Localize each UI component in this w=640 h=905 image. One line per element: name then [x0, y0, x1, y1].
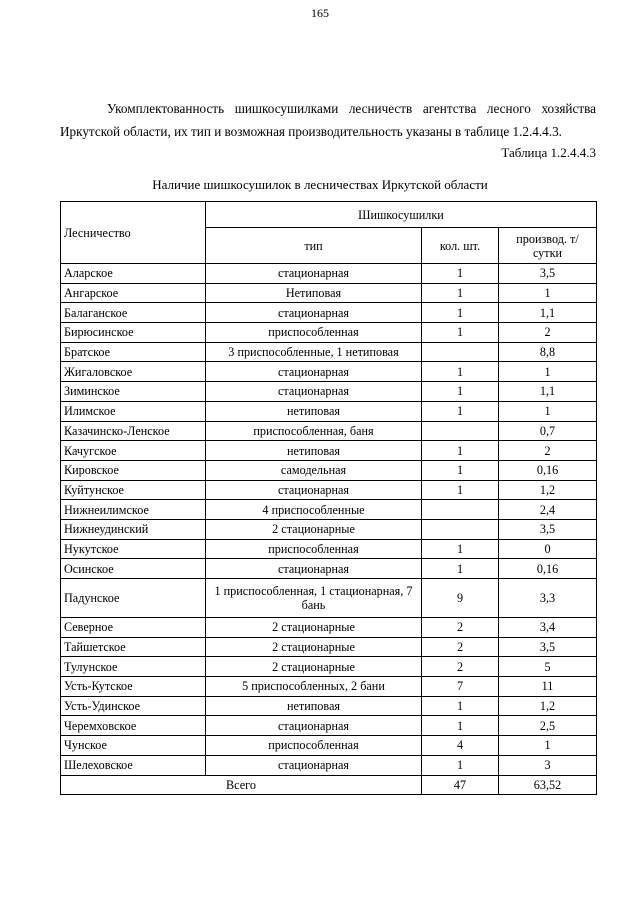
- cell-type: стационарная: [206, 480, 422, 500]
- total-row: [61, 775, 597, 795]
- cell-count: 1: [422, 441, 499, 461]
- cell-capacity: 5: [499, 657, 597, 677]
- cell-forestry: Осинское: [61, 559, 206, 579]
- cone-dryers-table: [60, 201, 597, 795]
- cell-forestry: Ангарское: [61, 283, 206, 303]
- cell-capacity: 1,1: [499, 382, 597, 402]
- intro-paragraph: Укомплектованность шишкосушилками лесничеств агентства лесного хозяйства Иркутской области, их тип и возможная производительность указаны в таблице 1.2.4.4.3.: [60, 101, 596, 139]
- cell-capacity: 2,5: [499, 716, 597, 736]
- table-row: [61, 480, 597, 500]
- cell-count: 1: [422, 283, 499, 303]
- table-row: [61, 716, 597, 736]
- cell-count: 1: [422, 539, 499, 559]
- cell-capacity: 0: [499, 539, 597, 559]
- cell-forestry: Нижнеудинский: [61, 519, 206, 539]
- cell-count: 1: [422, 559, 499, 579]
- cell-forestry: Жигаловское: [61, 362, 206, 382]
- cell-type: приспособленная: [206, 539, 422, 559]
- cell-count: 1: [422, 755, 499, 775]
- table-row: [61, 323, 597, 343]
- cell-type: стационарная: [206, 303, 422, 323]
- cell-type: 5 приспособленных, 2 бани: [206, 677, 422, 697]
- cell-capacity: 1: [499, 362, 597, 382]
- cell-count: [422, 500, 499, 520]
- table-row: [61, 696, 597, 716]
- total-capacity: 63,52: [499, 775, 597, 795]
- cell-count: 1: [422, 460, 499, 480]
- header-type: тип: [206, 228, 422, 264]
- table-row: [61, 382, 597, 402]
- cell-forestry: Братское: [61, 342, 206, 362]
- table-row: [61, 559, 597, 579]
- table-title: Наличие шишкосушилок в лесничествах Иркутской области: [152, 177, 488, 192]
- header-capacity: производ. т/сутки: [499, 228, 597, 264]
- cell-count: 1: [422, 382, 499, 402]
- cell-type: приспособленная: [206, 323, 422, 343]
- table-row: [61, 500, 597, 520]
- cell-capacity: 1,2: [499, 480, 597, 500]
- cell-forestry: Северное: [61, 618, 206, 638]
- cell-count: 4: [422, 736, 499, 756]
- total-count: 47: [422, 775, 499, 795]
- cell-capacity: 0,7: [499, 421, 597, 441]
- cell-capacity: 0,16: [499, 460, 597, 480]
- table-row: [61, 519, 597, 539]
- cell-count: 2: [422, 637, 499, 657]
- cell-forestry: Нижнеилимское: [61, 500, 206, 520]
- table-row: [61, 342, 597, 362]
- cell-count: 1: [422, 480, 499, 500]
- table-row: [61, 618, 597, 638]
- cell-count: 1: [422, 303, 499, 323]
- cell-forestry: Усть-Удинское: [61, 696, 206, 716]
- table-row: [61, 657, 597, 677]
- cell-type: нетиповая: [206, 401, 422, 421]
- cell-capacity: 3,3: [499, 579, 597, 618]
- cell-forestry: Падунское: [61, 579, 206, 618]
- cell-type: приспособленная, баня: [206, 421, 422, 441]
- cell-count: 2: [422, 657, 499, 677]
- cell-capacity: 11: [499, 677, 597, 697]
- cell-count: 1: [422, 401, 499, 421]
- cell-type: нетиповая: [206, 441, 422, 461]
- cell-forestry: Качугское: [61, 441, 206, 461]
- cell-capacity: 3,4: [499, 618, 597, 638]
- cell-capacity: 3,5: [499, 264, 597, 284]
- table-row: [61, 441, 597, 461]
- cell-type: 1 приспособленная, 1 стационарная, 7 бань: [206, 579, 422, 618]
- cell-forestry: Зиминское: [61, 382, 206, 402]
- cell-forestry: Черемховское: [61, 716, 206, 736]
- cell-forestry: Кировское: [61, 460, 206, 480]
- table-row: [61, 264, 597, 284]
- table-row: [61, 303, 597, 323]
- cell-count: 1: [422, 264, 499, 284]
- cell-count: [422, 519, 499, 539]
- cell-type: Нетиповая: [206, 283, 422, 303]
- cell-capacity: 0,16: [499, 559, 597, 579]
- cell-type: 2 стационарные: [206, 618, 422, 638]
- cell-count: 1: [422, 696, 499, 716]
- cell-type: стационарная: [206, 755, 422, 775]
- cell-type: 4 приспособленные: [206, 500, 422, 520]
- cell-forestry: Аларское: [61, 264, 206, 284]
- cell-capacity: 2: [499, 323, 597, 343]
- cell-count: 1: [422, 362, 499, 382]
- cell-count: 1: [422, 716, 499, 736]
- table-row: [61, 736, 597, 756]
- table-row: [61, 677, 597, 697]
- cell-capacity: 3,5: [499, 637, 597, 657]
- cell-capacity: 1: [499, 401, 597, 421]
- table-row: [61, 579, 597, 618]
- cell-type: стационарная: [206, 559, 422, 579]
- cell-type: самодельная: [206, 460, 422, 480]
- cell-type: стационарная: [206, 716, 422, 736]
- header-count: кол. шт.: [422, 228, 499, 264]
- cell-type: стационарная: [206, 362, 422, 382]
- total-label: Всего: [61, 775, 422, 795]
- cell-capacity: 3,5: [499, 519, 597, 539]
- cell-count: [422, 421, 499, 441]
- cell-forestry: Чунское: [61, 736, 206, 756]
- cell-count: 2: [422, 618, 499, 638]
- cell-forestry: Нукутское: [61, 539, 206, 559]
- cell-capacity: 2: [499, 441, 597, 461]
- cell-forestry: Балаганское: [61, 303, 206, 323]
- cell-forestry: Казачинско-Ленское: [61, 421, 206, 441]
- cell-capacity: 2,4: [499, 500, 597, 520]
- page-number: 165: [311, 6, 329, 20]
- cell-forestry: Шелеховское: [61, 755, 206, 775]
- cell-type: приспособленная: [206, 736, 422, 756]
- cell-forestry: Илимское: [61, 401, 206, 421]
- cell-capacity: 1,2: [499, 696, 597, 716]
- cell-forestry: Усть-Кутское: [61, 677, 206, 697]
- cell-capacity: 1: [499, 283, 597, 303]
- cell-type: нетиповая: [206, 696, 422, 716]
- header-forestry: Лесничество: [61, 202, 206, 264]
- header-dryers-group: Шишкосушилки: [206, 202, 597, 228]
- cell-capacity: 3: [499, 755, 597, 775]
- table-label: Таблица 1.2.4.4.3: [501, 145, 596, 160]
- table-row: [61, 401, 597, 421]
- cell-type: стационарная: [206, 264, 422, 284]
- cell-type: 2 стационарные: [206, 637, 422, 657]
- cell-capacity: 8,8: [499, 342, 597, 362]
- table-row: [61, 539, 597, 559]
- cell-forestry: Бирюсинское: [61, 323, 206, 343]
- table-body: [61, 264, 597, 776]
- cell-count: 7: [422, 677, 499, 697]
- cell-type: стационарная: [206, 382, 422, 402]
- cell-count: 1: [422, 323, 499, 343]
- table-row: [61, 362, 597, 382]
- cell-forestry: Тайшетское: [61, 637, 206, 657]
- cell-forestry: Куйтунское: [61, 480, 206, 500]
- cell-capacity: 1,1: [499, 303, 597, 323]
- cell-capacity: 1: [499, 736, 597, 756]
- table-row: [61, 637, 597, 657]
- cell-type: 3 приспособленные, 1 нетиповая: [206, 342, 422, 362]
- cell-count: [422, 342, 499, 362]
- cell-forestry: Тулунское: [61, 657, 206, 677]
- table-row: [61, 460, 597, 480]
- table-row: [61, 421, 597, 441]
- table-row: [61, 755, 597, 775]
- table-row: [61, 283, 597, 303]
- cell-type: 2 стационарные: [206, 519, 422, 539]
- cell-count: 9: [422, 579, 499, 618]
- cell-type: 2 стационарные: [206, 657, 422, 677]
